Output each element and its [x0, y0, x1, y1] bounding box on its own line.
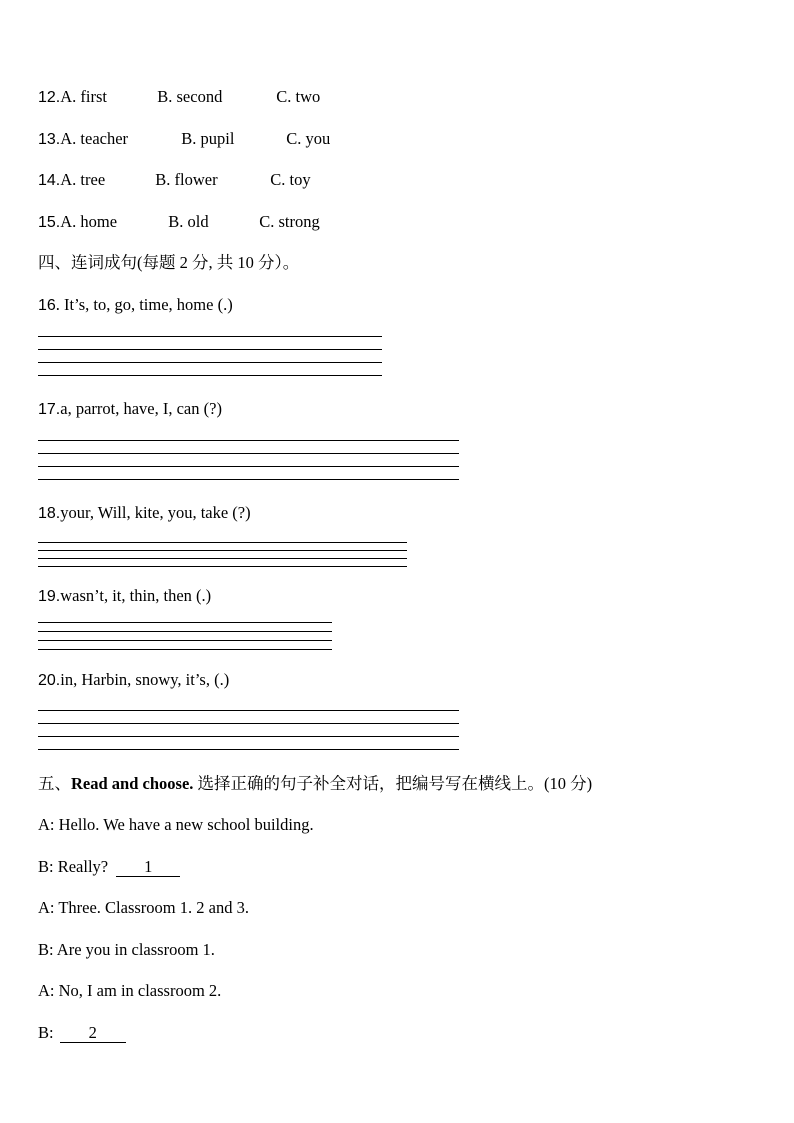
question-13 — [38, 129, 330, 150]
option-c: C. toy — [270, 170, 311, 189]
dialog-speaker-text: B: Really? — [38, 857, 113, 876]
option-a: A. first — [60, 87, 107, 106]
question-number: 19. — [38, 588, 61, 605]
question-number: 16 — [38, 297, 56, 314]
dialog-line-2 — [38, 857, 180, 877]
question-words: wasn’t, it, thin, then (.) — [60, 586, 212, 605]
option-c: C. two — [276, 87, 321, 106]
option-b: B. pupil — [181, 129, 235, 148]
question-number: 12. — [38, 89, 61, 106]
option-a: A. home — [60, 212, 118, 231]
question-words: a, parrot, have, I, can (?) — [60, 399, 222, 418]
question-15 — [38, 212, 320, 233]
dialog-line-5: A: No, I am in classroom 2. — [38, 981, 222, 1000]
option-b: B. second — [157, 87, 223, 106]
option-a: A. tree — [60, 170, 106, 189]
question-words: . It’s, to, go, time, home (.) — [55, 295, 233, 314]
answer-blank-2[interactable]: 2 — [60, 1024, 126, 1043]
dialog-line-6 — [38, 1023, 126, 1043]
section-5-heading — [38, 774, 592, 794]
question-14 — [38, 170, 311, 191]
question-12 — [38, 87, 320, 108]
dialog-line-1: A: Hello. We have a new school building. — [38, 815, 314, 834]
dialog-line-4: B: Are you in classroom 1. — [38, 940, 215, 959]
option-b: B. old — [168, 212, 209, 231]
dialog-line-3: A: Three. Classroom 1. 2 and 3. — [38, 898, 249, 917]
question-words: in, Harbin, snowy, it’s, (.) — [60, 670, 230, 689]
answer-lines-19[interactable] — [38, 622, 332, 650]
question-18 — [38, 503, 251, 524]
option-a: A. teacher — [60, 129, 129, 148]
dialog-speaker-text: B: — [38, 1023, 58, 1042]
question-number: 20. — [38, 672, 61, 689]
question-20 — [38, 670, 229, 691]
option-c: C. you — [286, 129, 331, 148]
answer-lines-18[interactable] — [38, 542, 407, 567]
section-5-title-bold: Read and choose. — [71, 774, 194, 793]
answer-lines-16[interactable] — [38, 336, 382, 376]
question-number: 18. — [38, 505, 61, 522]
answer-lines-20[interactable] — [38, 710, 459, 750]
section-5-prefix: 五、 — [38, 774, 71, 793]
option-b: B. flower — [155, 170, 218, 189]
section-5-title-rest: 选择正确的句子补全对话，把编号写在横线上。(10 分) — [193, 774, 593, 793]
option-c: C. strong — [259, 212, 320, 231]
section-4-heading: 四、连词成句(每题 2 分, 共 10 分）。 — [38, 253, 300, 272]
question-17 — [38, 399, 222, 420]
question-number: 15. — [38, 214, 61, 231]
answer-blank-1[interactable]: 1 — [116, 858, 180, 877]
answer-lines-17[interactable] — [38, 440, 459, 480]
question-number: 14. — [38, 172, 61, 189]
question-16 — [38, 295, 233, 316]
question-19 — [38, 586, 211, 607]
question-words: your, Will, kite, you, take (?) — [60, 503, 251, 522]
question-number: 13. — [38, 131, 61, 148]
question-number: 17. — [38, 401, 61, 418]
